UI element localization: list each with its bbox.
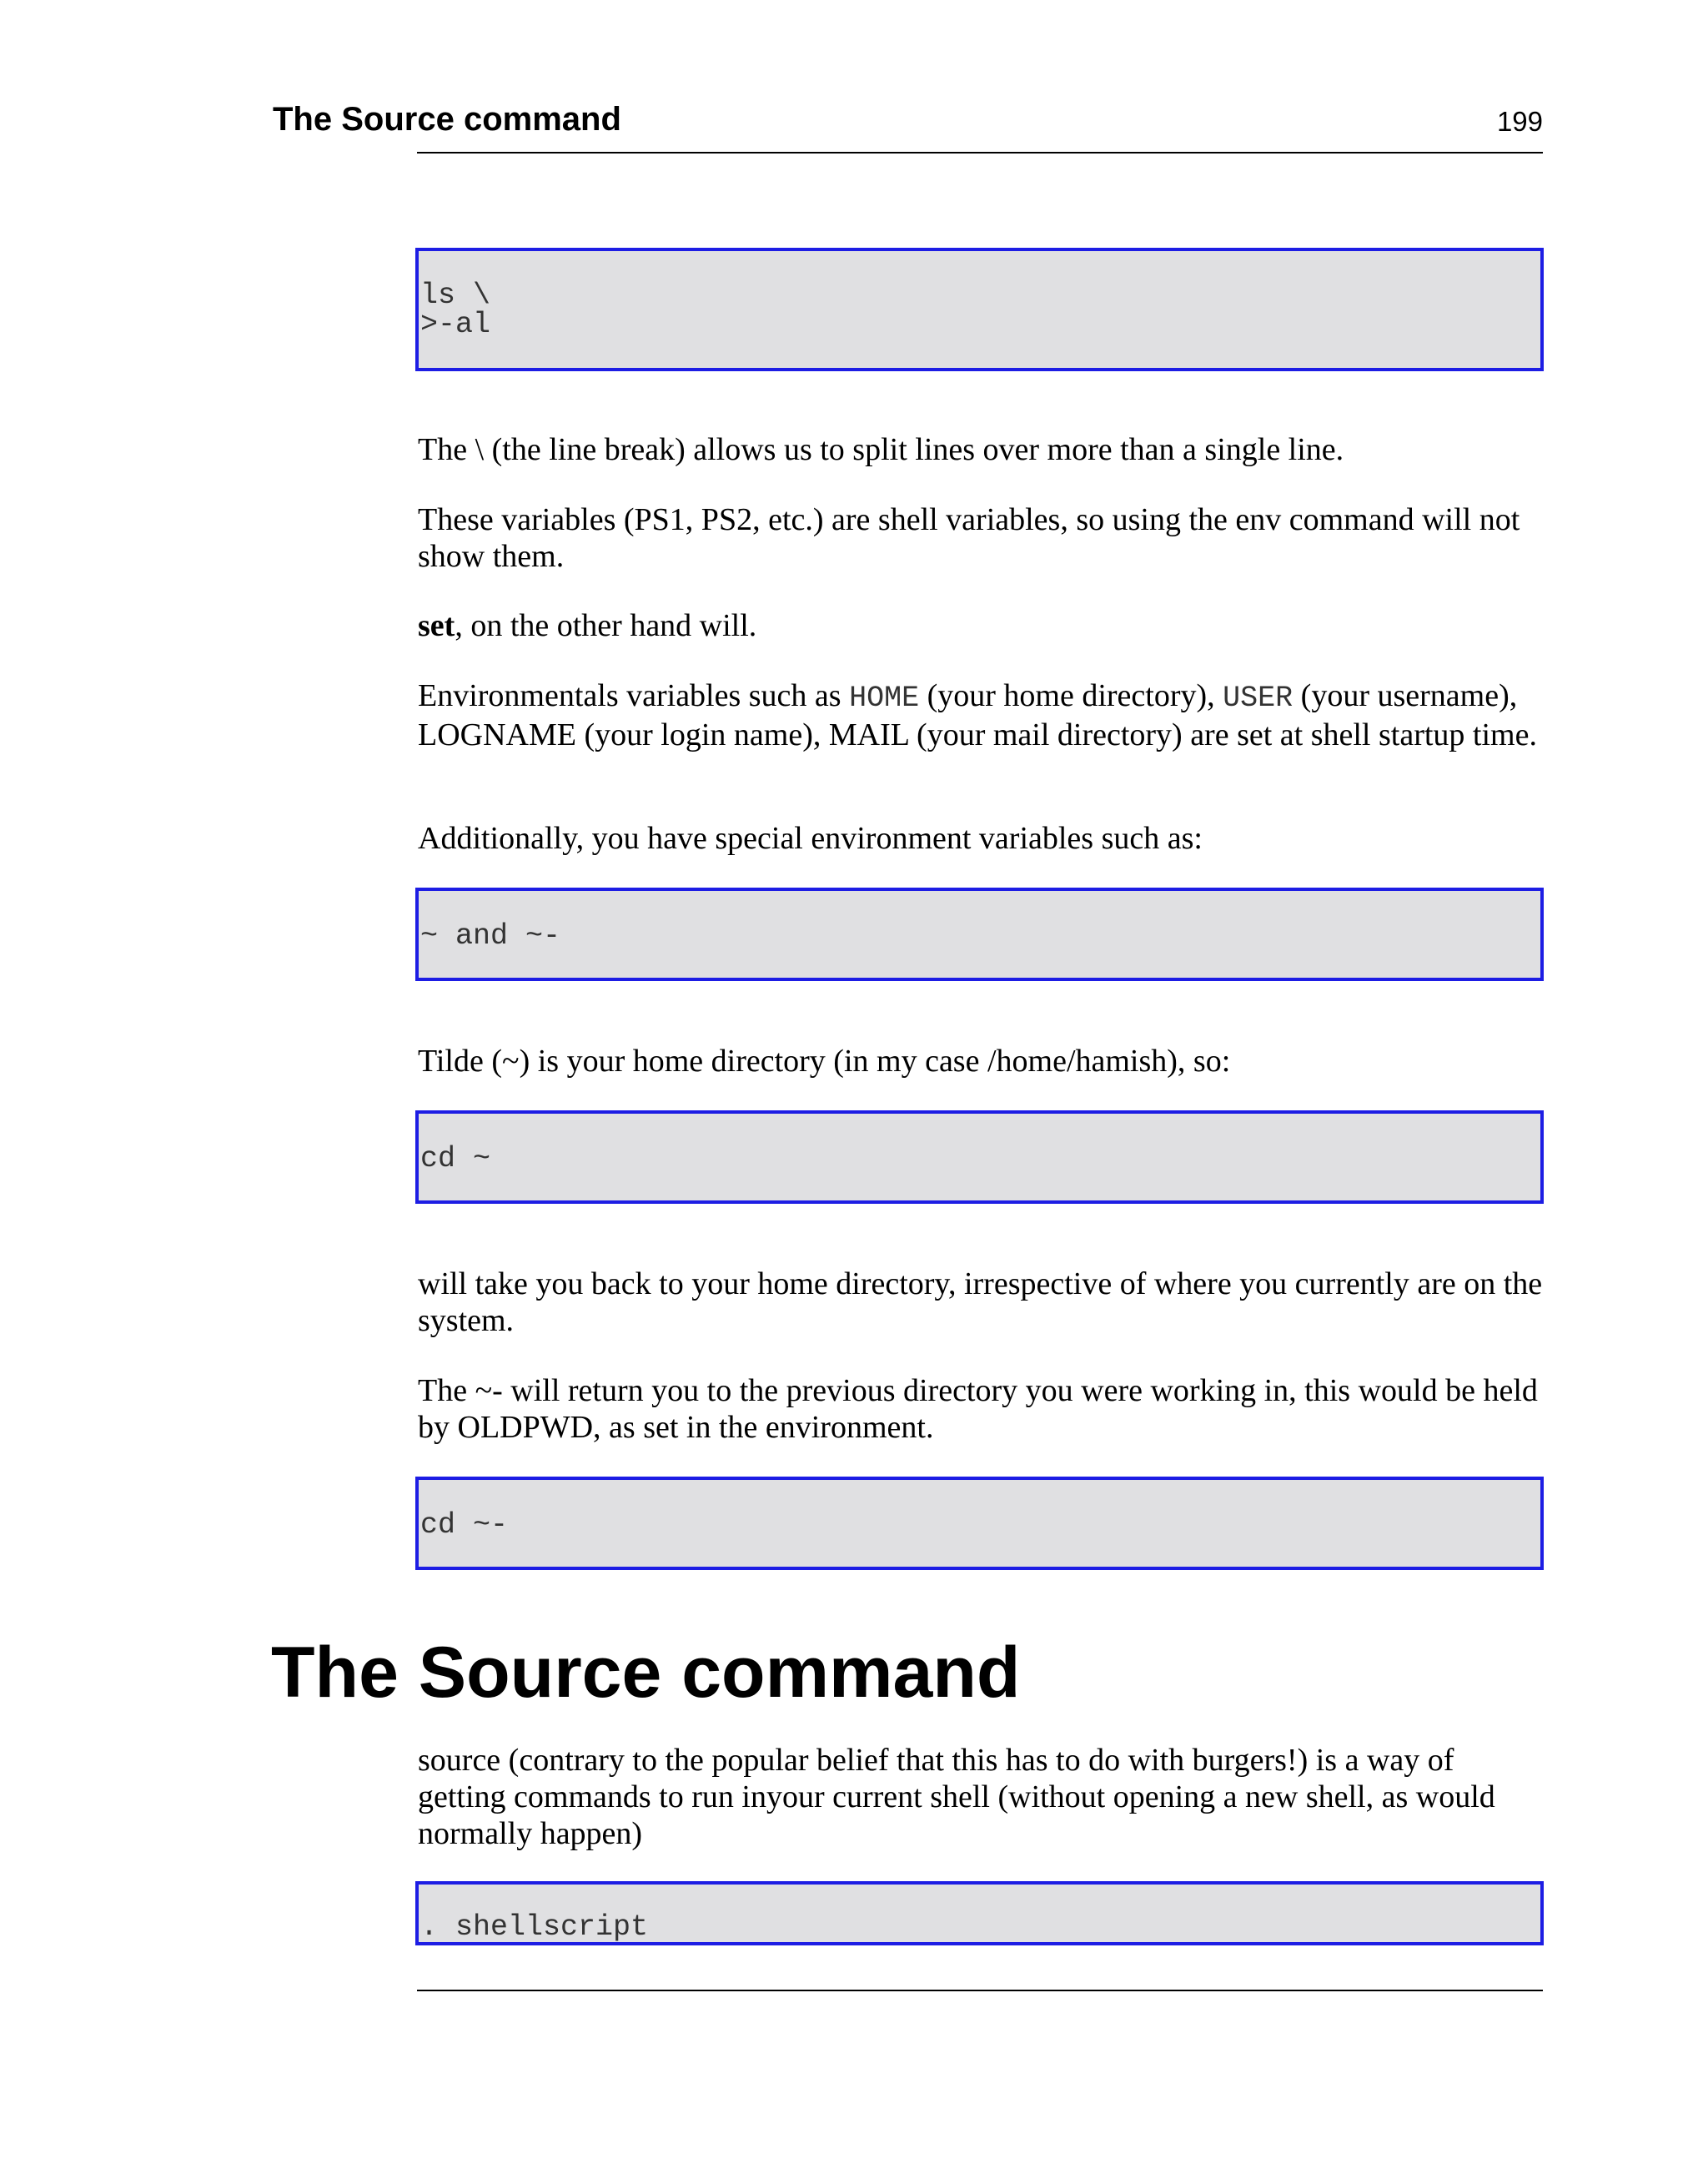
- running-header: [273, 98, 1543, 153]
- user-variable: USER: [1223, 682, 1294, 715]
- paragraph-oldpwd: The ~- will return you to the previous directory you were working in, this would be held by OLDPWD, as set in the environment.: [418, 1373, 1538, 1445]
- header-rule: [417, 152, 1543, 153]
- paragraph-text: , on the other hand will.: [455, 608, 757, 643]
- paragraph-tilde: Tilde (~) is your home directory (in my case /home/hamish), so:: [418, 1044, 1231, 1079]
- code-block-shellscript: . shellscript: [415, 1881, 1544, 1945]
- code-block-cd-home: cd ~: [415, 1110, 1544, 1204]
- paragraph-cd-home: will take you back to your home directory, irrespective of where you currently are on the system.: [418, 1266, 1543, 1338]
- home-variable: HOME: [849, 682, 920, 715]
- paragraph-set: [418, 607, 1548, 644]
- code-line: >-al: [420, 308, 491, 341]
- page-number: 199: [1496, 106, 1543, 137]
- code-block-cd-previous: cd ~-: [415, 1477, 1544, 1570]
- paragraph-text: (your username), LOGNAME (your login name), MAIL (your mail directory) are set at shell startup time.: [418, 678, 1537, 752]
- paragraph-source: source (contrary to the popular belief that this has to do with burgers!) is a way of getting commands to run inyour current shell (without opening a new shell, as would normally happen): [418, 1743, 1495, 1851]
- paragraph-special-variables: Additionally, you have special environment variables such as:: [418, 821, 1203, 856]
- paragraph-text: (your home directory),: [919, 678, 1223, 713]
- section-heading: The Source command: [271, 1633, 1021, 1713]
- footer-rule: [417, 1990, 1543, 1991]
- code-block-tilde: ~ and ~-: [415, 888, 1544, 981]
- paragraph-text: Environmentals variables such as: [418, 678, 850, 713]
- code-line: ls \: [420, 279, 491, 312]
- set-keyword: set: [418, 608, 455, 643]
- paragraph-environment-variables: [418, 677, 1548, 753]
- paragraph-line-break: The \ (the line break) allows us to split lines over more than a single line.: [418, 432, 1344, 467]
- paragraph-shell-variables: These variables (PS1, PS2, etc.) are shell variables, so using the env command will not show them.: [418, 502, 1520, 574]
- running-title: The Source command: [273, 101, 621, 138]
- code-block-ls: [415, 248, 1544, 371]
